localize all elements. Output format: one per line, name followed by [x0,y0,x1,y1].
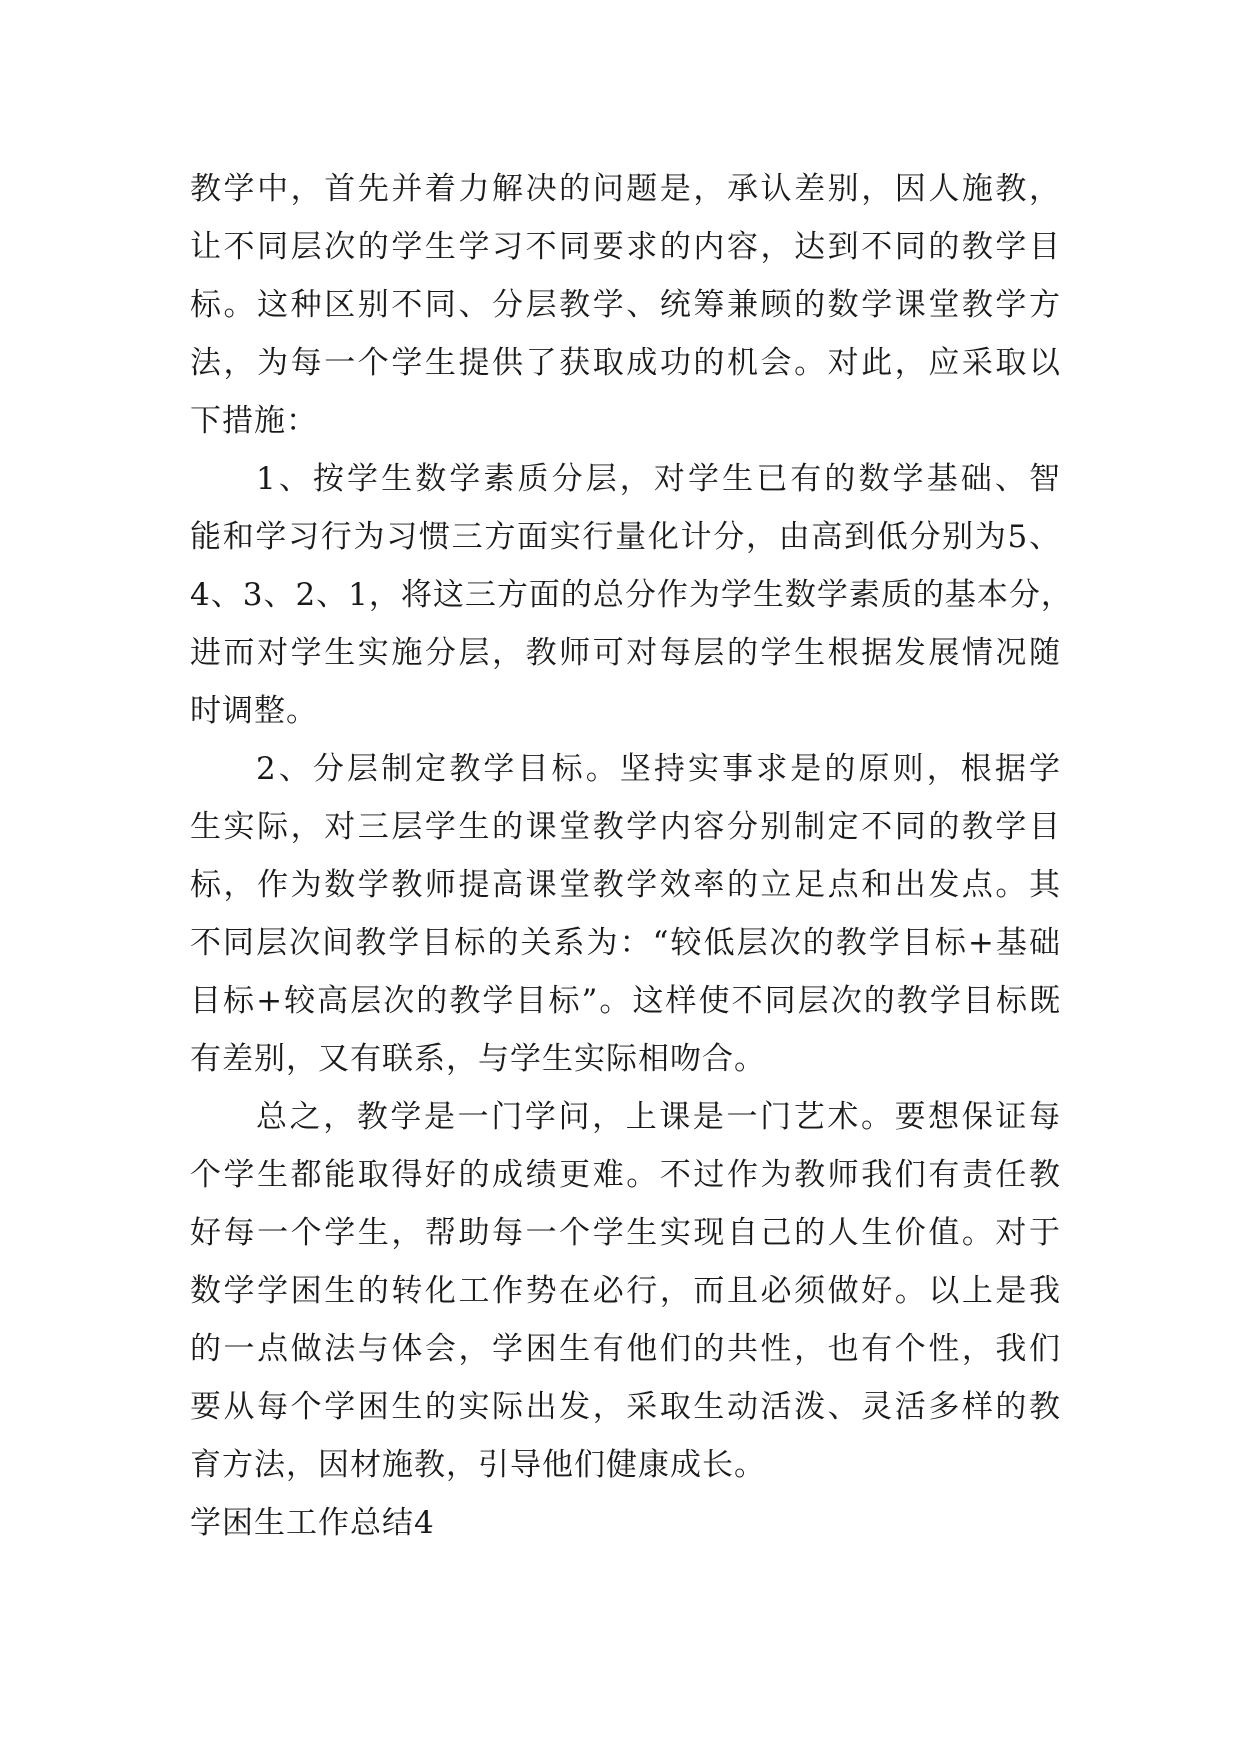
paragraph-3 [190,740,1061,1088]
text-line: 4、3、2、1，将这三方面的总分作为学生数学素质的基本分， [190,577,1073,613]
text-line: 目标+较高层次的教学目标”。这样使不同层次的教学目标既 [190,983,1061,1019]
text-line: 育方法，因材施教，引导他们健康成长。 [190,1447,766,1483]
text-line: 2、分层制定教学目标。坚持实事求是的原则，根据学 [256,751,1061,787]
text-line: 不同层次间教学目标的关系为：“较低层次的教学目标+基础 [190,925,1061,961]
text-line: 个学生都能取得好的成绩更难。不过作为教师我们有责任教 [190,1157,1061,1193]
text-line: 要从每个学困生的实际出发，采取生动活泼、灵活多样的教 [190,1389,1061,1425]
text-line: 有差别，又有联系，与学生实际相吻合。 [190,1041,766,1077]
text-line: 标。这种区别不同、分层教学、统筹兼顾的数学课堂教学方 [190,287,1061,323]
text-line: 能和学习行为习惯三方面实行量化计分，由高到低分别为5、 [190,519,1061,555]
text-line: 标，作为数学教师提高课堂教学效率的立足点和出发点。其 [190,867,1061,903]
document-page [190,160,1073,1552]
text-line: 法，为每一个学生提供了获取成功的机会。对此，应采取以 [190,345,1061,381]
paragraph-4 [190,1088,1061,1494]
paragraph-2 [190,450,1073,740]
text-line: 数学学困生的转化工作势在必行，而且必须做好。以上是我 [190,1273,1061,1309]
paragraph-1 [190,160,1061,450]
text-line: 生实际，对三层学生的课堂教学内容分别制定不同的教学目 [190,809,1061,845]
section-heading: 学困生工作总结4 [190,1505,435,1541]
text-line: 时调整。 [190,693,318,729]
text-line: 好每一个学生，帮助每一个学生实现自己的人生价值。对于 [190,1215,1061,1251]
text-line: 1、按学生数学素质分层，对学生已有的数学基础、智 [256,461,1061,497]
text-line: 教学中，首先并着力解决的问题是，承认差别，因人施教， [190,171,1061,207]
text-line: 下措施： [190,403,318,439]
text-line: 总之，教学是一门学问，上课是一门艺术。要想保证每 [256,1099,1061,1135]
text-line: 让不同层次的学生学习不同要求的内容，达到不同的教学目 [190,229,1061,265]
text-line: 的一点做法与体会，学困生有他们的共性，也有个性，我们 [190,1331,1061,1367]
text-line: 进而对学生实施分层，教师可对每层的学生根据发展情况随 [190,635,1061,671]
